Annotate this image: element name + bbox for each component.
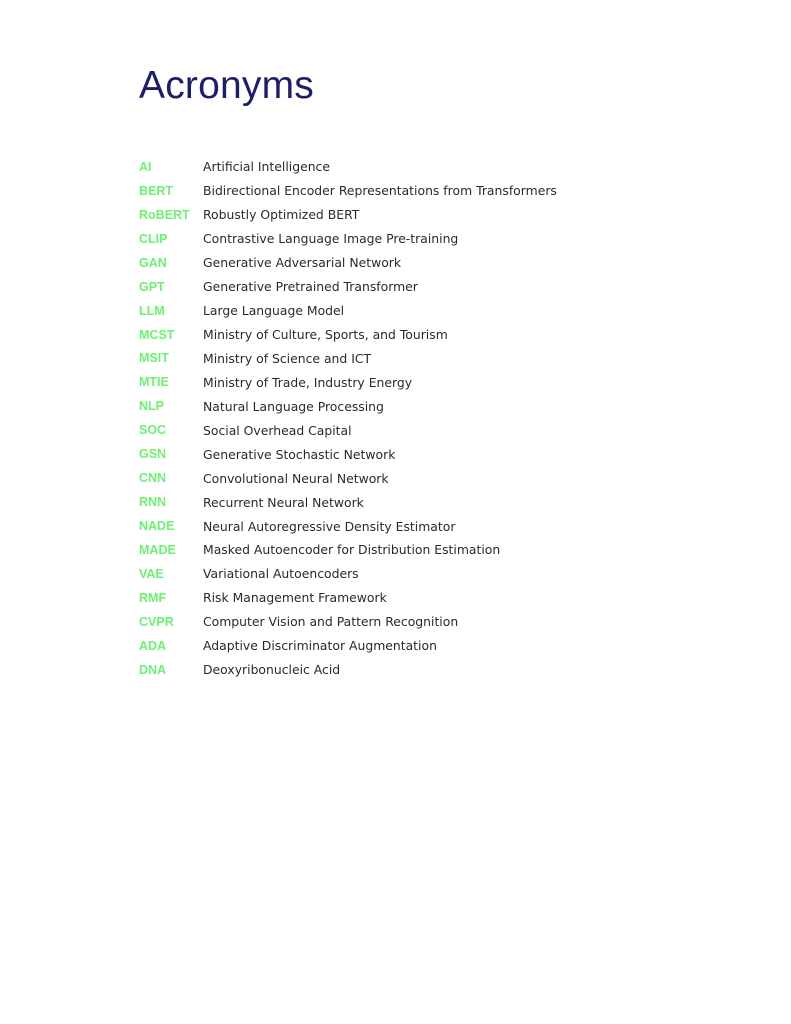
acronym-abbreviation: LLM xyxy=(139,303,165,318)
acronym-definition: Recurrent Neural Network xyxy=(203,494,364,510)
acronym-abbreviation: CNN xyxy=(139,471,167,486)
acronym-abbreviation: MADE xyxy=(139,542,176,557)
acronym-row xyxy=(139,490,699,514)
acronym-row xyxy=(139,275,699,299)
acronym-definition: Ministry of Trade, Industry Energy xyxy=(203,374,413,390)
acronym-abbreviation: GPT xyxy=(139,279,165,294)
acronym-definition: Generative Pretrained Transformer xyxy=(203,279,418,295)
acronym-row xyxy=(139,586,699,610)
acronym-abbreviation: GSN xyxy=(139,447,167,462)
acronym-abbreviation: BERT xyxy=(139,183,174,198)
acronym-row xyxy=(139,347,699,371)
acronym-definition: Contrastive Language Image Pre-training xyxy=(203,231,459,247)
page-title: Acronyms xyxy=(139,64,314,107)
acronym-abbreviation: MCST xyxy=(139,327,175,342)
acronym-definition: Large Language Model xyxy=(203,303,345,319)
acronym-row xyxy=(139,155,699,179)
acronym-abbreviation: RoBERT xyxy=(139,207,190,222)
acronym-row xyxy=(139,203,699,227)
acronym-row xyxy=(139,370,699,394)
acronym-abbreviation: NADE xyxy=(139,519,175,534)
acronym-list xyxy=(139,155,699,682)
acronym-row xyxy=(139,394,699,418)
acronym-definition: Convolutional Neural Network xyxy=(203,470,389,486)
acronym-row xyxy=(139,538,699,562)
acronym-row xyxy=(139,323,699,347)
acronym-abbreviation: NLP xyxy=(139,399,164,414)
acronym-row xyxy=(139,251,699,275)
acronym-definition: Social Overhead Capital xyxy=(203,422,352,438)
acronym-definition: Ministry of Science and ICT xyxy=(203,350,372,366)
acronym-definition: Bidirectional Encoder Representations from Transformers xyxy=(203,183,557,199)
acronym-row xyxy=(139,562,699,586)
acronym-abbreviation: CVPR xyxy=(139,614,174,629)
acronym-definition: Robustly Optimized BERT xyxy=(203,207,360,223)
acronym-definition: Risk Management Framework xyxy=(203,590,387,606)
acronym-abbreviation: MTIE xyxy=(139,375,169,390)
acronym-definition: Natural Language Processing xyxy=(203,398,384,414)
acronym-row xyxy=(139,658,699,682)
acronym-definition: Ministry of Culture, Sports, and Tourism xyxy=(203,327,448,343)
acronym-row xyxy=(139,179,699,203)
acronym-abbreviation: ADA xyxy=(139,638,167,653)
acronym-row xyxy=(139,299,699,323)
acronym-row xyxy=(139,418,699,442)
acronym-abbreviation: RNN xyxy=(139,495,167,510)
acronym-abbreviation: SOC xyxy=(139,423,167,438)
acronym-definition: Artificial Intelligence xyxy=(203,159,330,175)
acronym-row xyxy=(139,442,699,466)
acronym-row xyxy=(139,610,699,634)
acronym-definition: Masked Autoencoder for Distribution Estimation xyxy=(203,542,501,558)
acronym-row xyxy=(139,634,699,658)
acronym-definition: Computer Vision and Pattern Recognition xyxy=(203,614,459,630)
acronym-abbreviation: CLIP xyxy=(139,231,168,246)
acronym-abbreviation: VAE xyxy=(139,566,164,581)
acronym-abbreviation: AI xyxy=(139,159,152,174)
acronym-definition: Generative Stochastic Network xyxy=(203,446,396,462)
acronym-row xyxy=(139,466,699,490)
acronym-row xyxy=(139,227,699,251)
acronym-definition: Neural Autoregressive Density Estimator xyxy=(203,518,456,534)
acronym-definition: Deoxyribonucleic Acid xyxy=(203,662,341,678)
acronym-definition: Variational Autoencoders xyxy=(203,566,359,582)
acronym-abbreviation: DNA xyxy=(139,662,167,677)
acronym-definition: Adaptive Discriminator Augmentation xyxy=(203,638,437,654)
acronym-abbreviation: GAN xyxy=(139,255,167,270)
acronym-definition: Generative Adversarial Network xyxy=(203,255,402,271)
acronym-abbreviation: RMF xyxy=(139,590,167,605)
acronym-row xyxy=(139,514,699,538)
acronym-abbreviation: MSIT xyxy=(139,351,169,366)
